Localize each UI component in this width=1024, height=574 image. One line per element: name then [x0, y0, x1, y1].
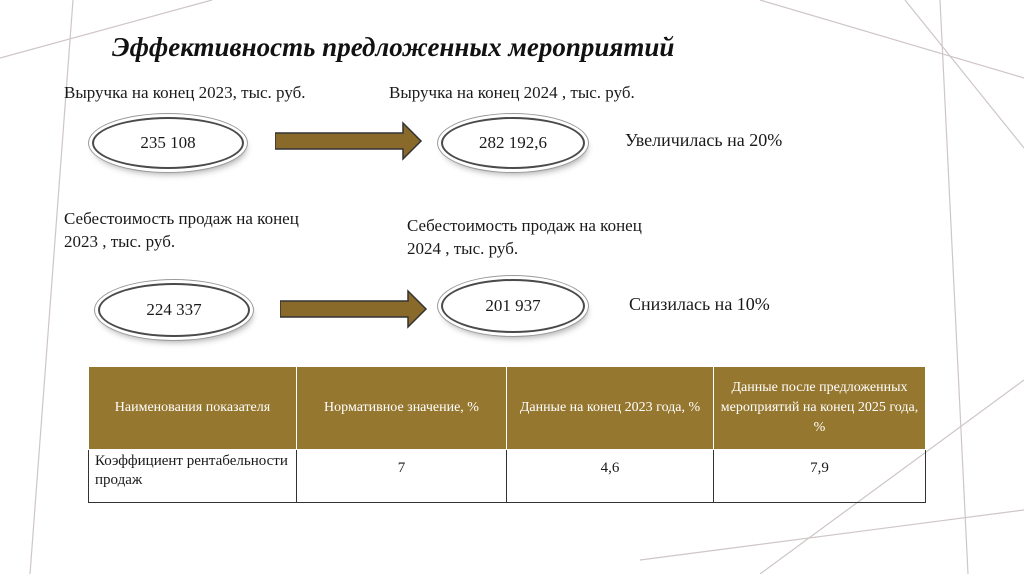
header-data-2023: Данные на конец 2023 года, % — [507, 367, 714, 450]
header-data-after-2025: Данные после предложенных мероприятий на конец 2025 года, % — [714, 367, 926, 450]
cost-2024-label-line2: 2024 , тыс. руб. — [407, 239, 519, 258]
header-normative-value: Нормативное значение, % — [297, 367, 507, 450]
cell-indicator-name: Коэффициент рентабельности продаж — [89, 450, 297, 503]
revenue-arrow-icon — [275, 121, 423, 161]
header-indicator-name: Наименования показателя — [89, 367, 297, 450]
kpi-table — [88, 366, 926, 503]
revenue-2024-value: 282 192,6 — [479, 133, 547, 152]
cost-2024-label — [407, 214, 642, 260]
cost-2024-oval — [441, 279, 585, 333]
cost-2023-label-line2: 2023 , тыс. руб. — [64, 232, 176, 251]
table-header-row — [89, 367, 926, 450]
cell-normative: 7 — [297, 450, 507, 503]
cell-2023: 4,6 — [507, 450, 714, 503]
cost-2023-label-line1: Себестоимость продаж на конец — [64, 209, 299, 228]
cost-2023-label — [64, 207, 299, 253]
revenue-2023-value: 235 108 — [140, 133, 196, 152]
cell-after-2025: 7,9 — [714, 450, 926, 503]
cost-change-note: Снизилась на 10% — [629, 294, 770, 314]
cost-2023-value: 224 337 — [146, 300, 202, 319]
cost-2024-label-line1: Себестоимость продаж на конец — [407, 216, 642, 235]
cost-arrow-icon — [280, 289, 428, 329]
revenue-change-note: Увеличилась на 20% — [625, 130, 783, 150]
table-row — [89, 450, 926, 503]
cost-2023-oval — [98, 283, 250, 337]
revenue-2024-label: Выручка на конец 2024 , тыс. руб. — [389, 83, 635, 102]
revenue-2024-oval — [441, 117, 585, 169]
page-title: Эффективность предложенных мероприятий — [112, 32, 675, 62]
revenue-2023-label: Выручка на конец 2023, тыс. руб. — [64, 83, 306, 102]
cost-2024-value: 201 937 — [485, 296, 541, 315]
revenue-2023-oval — [92, 117, 244, 169]
